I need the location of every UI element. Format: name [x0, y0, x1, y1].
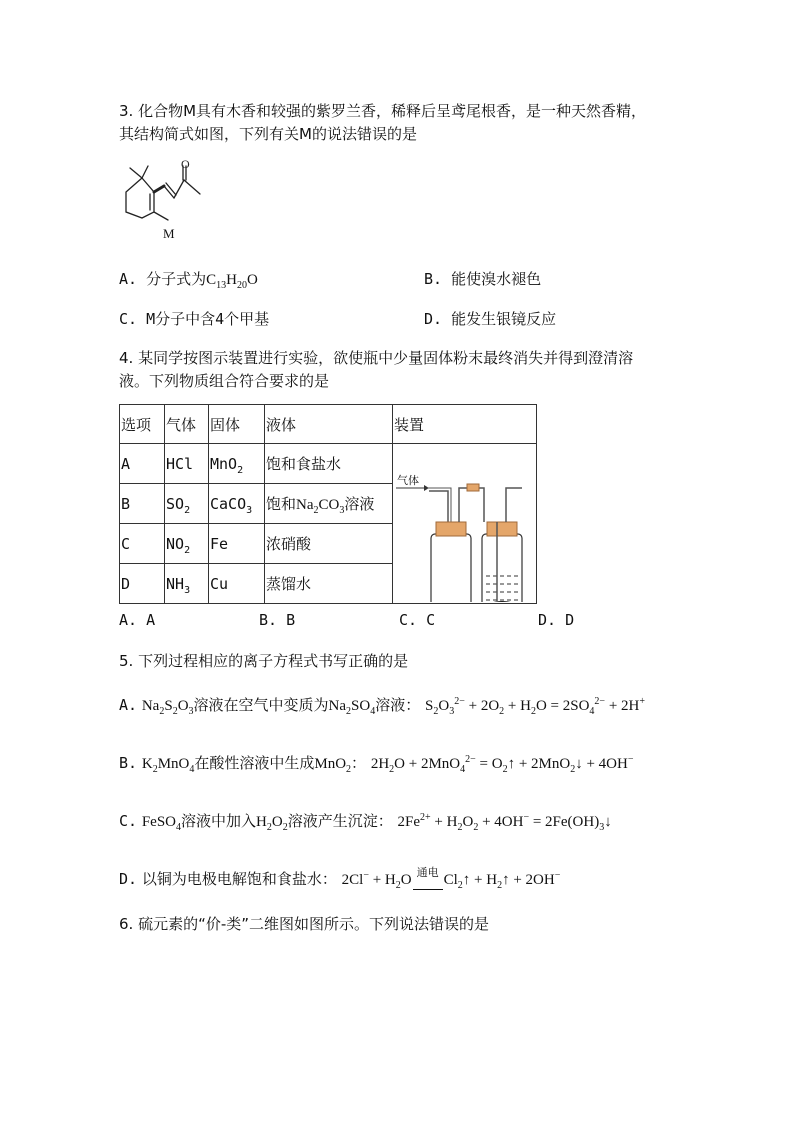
row-liquid: 饱和$Na_2CO_3$溶液 [265, 484, 393, 524]
q5a-product-formula: $Na_2SO_4$ [328, 698, 376, 717]
header-solid: 固体 [209, 405, 265, 444]
q4-answer-a: A. A [119, 611, 156, 629]
apparatus-cell [393, 444, 537, 604]
q3-option-b: B. 能使溴水褪色 [424, 270, 542, 288]
q5-stem-text: 下列过程相应的离子方程式书写正确的是 [138, 652, 409, 670]
q4-table-header [120, 405, 537, 444]
row-gas: $NH_3$ [165, 564, 209, 604]
q4-line1-text: 某同学按图示装置进行实验，欲使瓶中少量固体粉末最终消失并得到澄清溶 [138, 349, 634, 367]
q5a-equation: $S_2O_3^{2-} + 2O_2 + H_2O = 2SO_4^{2-} + 2H^+$ [425, 696, 645, 717]
row-liquid: 蒸馏水 [265, 564, 393, 604]
q5-option-a: A. $Na_2S_2O_3$溶液在空气中变质为$Na_2SO_4$溶液： $S_2O_3^{2-} + 2O_2 + H_2O = 2SO_4^{2-} + 2H^+$ [119, 696, 645, 717]
row-solid: Cu [209, 564, 265, 604]
q4-stem-line2: 液。下列物质组合符合要求的是 [119, 372, 330, 390]
q5c-formula: FeSO$_4$ [141, 814, 182, 833]
q5d-equation: $2Cl^- + H_2O$ $^{通电}$ $Cl_2↑$ + $H_2↑ + 2OH^-$ [341, 866, 561, 891]
header-apparatus: 装置 [393, 405, 537, 444]
q4-table [119, 404, 537, 604]
row-gas: $NO_2$ [165, 524, 209, 564]
q5-stem [119, 650, 408, 671]
q3-option-d: D. 能发生银镜反应 [424, 310, 557, 328]
q4-number: 4. [119, 349, 134, 367]
q3-formula: $C_{13}H_{20}O$ [206, 272, 258, 291]
q5a-reactant-formula: $Na_2S_2O_3$ [141, 698, 194, 717]
q5b-equation: $2H_2O + 2MnO_4^{2-}$ = $O_2↑$ + 2MnO$_2$↓ + 4OH− [370, 754, 634, 775]
q3-line1-text: 化合物M具有木香和较强的紫罗兰香，稀释后呈鸢尾根香，是一种天然香精， [138, 102, 647, 120]
apparatus-gas-label: 气体 [397, 474, 419, 487]
gas-bottles-apparatus [394, 446, 536, 602]
q4-answer-c: C. C [399, 611, 436, 629]
header-option: 选项 [120, 405, 165, 444]
q5-option-d: D. 以铜为电极电解饱和食盐水： $2Cl^- + H_2O$ $^{通电}$ $Cl_2↑$ + $H_2↑ + 2OH^-$ [119, 866, 561, 891]
q3-stem-line2: 其结构简式如图，下列有关M的说法错误的是 [119, 125, 417, 143]
row-liquid: 饱和食盐水 [265, 444, 393, 484]
row-gas: $SO_2$ [165, 484, 209, 524]
q5-number: 5. [119, 652, 134, 670]
molecule-label: M [163, 226, 175, 241]
q4-stem-line1 [119, 347, 633, 368]
row-option: B [120, 484, 165, 524]
q5-option-c: C. FeSO$_4$溶液中加入$H_2O_2$溶液产生沉淀： $2Fe^{2+} + H_2O_2 + 4OH^-$ = $2Fe(OH)_3↓$ [119, 812, 612, 833]
q3-stem-line1 [119, 100, 646, 121]
row-solid: Fe [209, 524, 265, 564]
q3-number: 3. [119, 102, 134, 120]
row-solid: CaCO$_3$ [209, 484, 265, 524]
q3-option-c: C. M分子中含4个甲基 [119, 310, 270, 328]
q5c-equation: $2Fe^{2+} + H_2O_2 + 4OH^-$ = $2Fe(OH)_3↓$ [397, 812, 612, 833]
header-liquid: 液体 [265, 405, 393, 444]
table-row [120, 444, 537, 484]
header-gas: 气体 [165, 405, 209, 444]
q4-answer-b: B. B [259, 611, 296, 629]
q3-option-a-text: A. 分子式为 [119, 270, 207, 288]
row-liquid: 浓硝酸 [265, 524, 393, 564]
row-solid: MnO$_2$ [209, 444, 265, 484]
q6-stem-text: 硫元素的“价-类”二维图如图所示。下列说法错误的是 [138, 915, 490, 933]
q6-number: 6. [119, 915, 134, 933]
q6-stem [119, 913, 489, 934]
row-option: C [120, 524, 165, 564]
row-option: A [120, 444, 165, 484]
row-gas: HCl [165, 444, 209, 484]
q4-answer-d: D. D [538, 611, 575, 629]
row-option: D [120, 564, 165, 604]
carbonyl-o-label: O [181, 160, 190, 171]
q5b-formula: $K_2MnO_4$ [141, 756, 195, 775]
q3-option-a [119, 268, 258, 289]
q5-option-b: B. $K_2MnO_4$在酸性溶液中生成MnO$_2$： $2H_2O + 2MnO_4^{2-}$ = $O_2↑$ + 2MnO$_2$↓ + 4OH− [119, 754, 634, 775]
